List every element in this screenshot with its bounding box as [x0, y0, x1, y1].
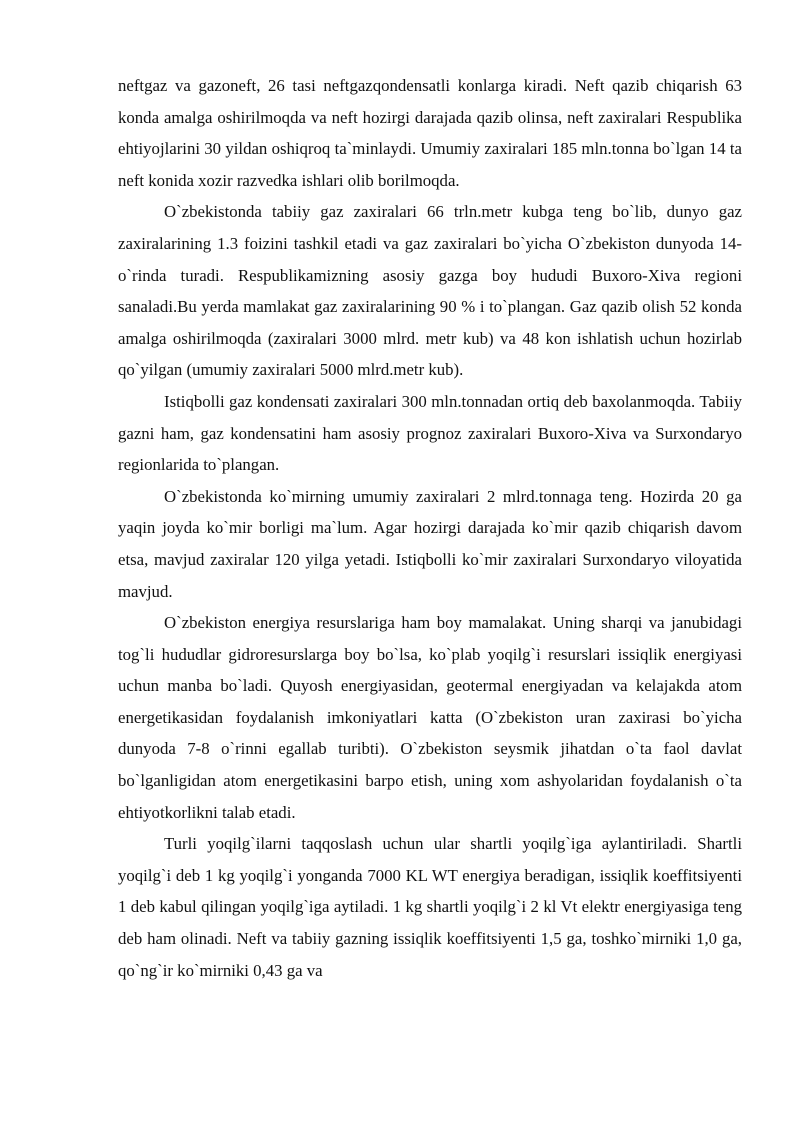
paragraph-gas-reserves: O`zbekistonda tabiiy gaz zaxiralari 66 trln.metr kubga teng bo`lib, dunyo gaz zaxiralarining 1.3 foizini tashkil etadi va gaz zaxiralari bo`yicha O`zbekiston dunyoda 14-o`rinda turadi. Respublikamizning asosiy gazga boy hududi Buxoro-Xiva regioni sanaladi.Bu yerda mamlakat gaz zaxiralarining 90 % i to`plangan. Gaz qazib olish 52 konda amalga oshirilmoqda (zaxiralari 3000 mlrd. metr kub) va 48 kon ishlatish uchun hozirlab qo`yilgan (umumiy zaxiralari 5000 mlrd.metr kub).: [118, 202, 742, 380]
paragraph-energy-resources: O`zbekiston energiya resurslariga ham boy mamalakat. Uning sharqi va janubidagi tog`li hududlar gidroresurslarga boy bo`lsa, ko`plab yoqilg`i resurslari issiqlik energiyasi uchun manba bo`ladi. Quyosh energiyasidan, geotermal energiyadan va kelajakda atom energetikasidan foydalanish imkoniyatlari katta (O`zbekiston uran zaxirasi bo`yicha dunyoda 7-8 o`rinni egallab turibti). O`zbekiston seysmik jihatdan o`ta faol davlat bo`lganligidan atom energetikasini barpo etish, uning xom ashyolaridan foydalanish o`ta ehtiyotkorlikni talab etadi.: [118, 613, 742, 822]
paragraph-oil-reserves: neftgaz va gazoneft, 26 tasi neftgazqondensatli konlarga kiradi. Neft qazib chiqarish 63 konda amalga oshirilmoqda va neft hozirgi darajada qazib olinsa, neft zaxiralari Respublika ehtiyojlarini 30 yildan oshiqroq ta`minlaydi. Umumiy zaxiralari 185 mln.tonna bo`lgan 14 ta neft konida xozir razvedka ishlari olib borilmoqda.: [118, 76, 742, 190]
paragraph-coal-reserves: O`zbekistonda ko`mirning umumiy zaxiralari 2 mlrd.tonnaga teng. Hozirda 20 ga yaqin joyda ko`mir borligi ma`lum. Agar hozirgi darajada ko`mir qazib chiqarish davom etsa, mavjud zaxiralar 120 yilga yetadi. Istiqbolli ko`mir zaxiralari Surxondaryo viloyatida mavjud.: [118, 486, 742, 601]
paragraph-conventional-fuel: Turli yoqilg`ilarni taqqoslash uchun ular shartli yoqilg`iga aylantiriladi. Shartli yoqilg`i deb 1 kg yoqilg`i yonganda 7000 KL WT energiya beradigan, issiqlik koeffitsiyenti 1 deb kabul qilingan yoqilg`iga aytiladi. 1 kg shartli yoqilg`i 2 kl Vt elektr energiyasiga teng deb ham olinadi. Neft va tabiiy gazning issiqlik koeffitsiyenti 1,5 ga, toshko`mirniki 1,0 ga, qo`ng`ir ko`mirniki 0,43 ga va: [118, 834, 742, 980]
document-page: [118, 70, 742, 986]
paragraph-gas-condensate: Istiqbolli gaz kondensati zaxiralari 300 mln.tonnadan ortiq deb baxolanmoqda. Tabiiy gazni ham, gaz kondensatini ham asosiy prognoz zaxiralari Buxoro-Xiva va Surxondaryo regionlarida to`plangan.: [118, 391, 742, 475]
